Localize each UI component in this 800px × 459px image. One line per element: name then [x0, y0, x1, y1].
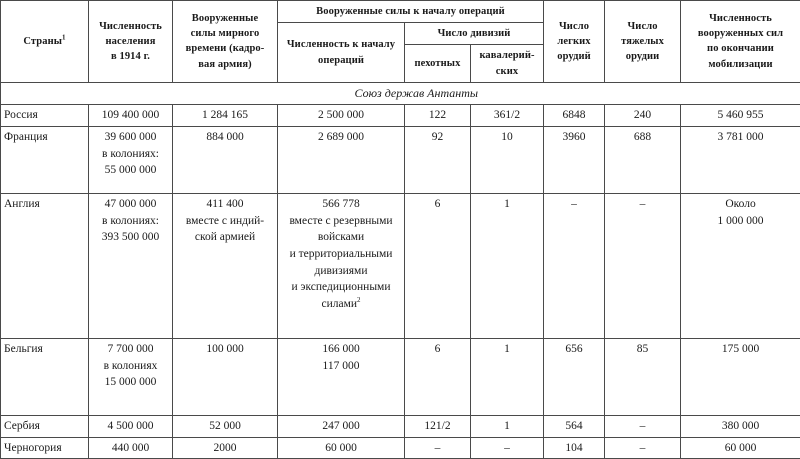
cell-cavalry-divisions: 1 [471, 338, 544, 415]
cell-population-colonies: 15 000 000 [92, 374, 169, 391]
cell-population-value: 39 600 000 [105, 131, 157, 143]
column-header-country [1, 1, 89, 83]
heavy-guns-header-line1: Число [627, 21, 657, 32]
row-country-montenegro: Черногория [1, 437, 89, 459]
cell-heavy-guns: 85 [605, 338, 681, 415]
heavy-guns-header-line3: орудии [626, 51, 660, 62]
cell-strength-at-start [278, 338, 405, 415]
header-row-1 [1, 1, 800, 23]
cavalry-header-line2: ских [496, 66, 518, 77]
row-country-england: Англия [1, 193, 89, 338]
cell-strength-note-line4: дивизиями [281, 263, 401, 280]
cell-infantry-divisions: – [405, 437, 471, 459]
light-guns-header-line2: легких [557, 36, 590, 47]
cell-peacetime-note-line2: ской армией [176, 229, 274, 246]
cell-strength-at-start: 2 689 000 [278, 126, 405, 193]
cell-population-note: в колониях: [92, 213, 169, 230]
cell-population-colonies: 393 500 000 [92, 229, 169, 246]
cell-light-guns: 104 [544, 437, 605, 459]
cell-strength-at-start: 247 000 [278, 415, 405, 437]
cell-infantry-divisions: 121/2 [405, 415, 471, 437]
mobilized-header-line1: Численность [709, 13, 772, 24]
column-header-heavy-guns [605, 1, 681, 83]
cell-strength-note-line1: вместе с резервными [281, 213, 401, 230]
cell-peacetime-forces: 2000 [173, 437, 278, 459]
cell-mobilized-value: Около [725, 198, 755, 210]
cell-population-value: 47 000 000 [105, 198, 157, 210]
cell-mobilized-strength: 3 781 000 [681, 126, 800, 193]
cell-population-note: в колониях [92, 358, 169, 375]
cell-strength-footnote: 2 [357, 296, 361, 304]
cell-population: 4 500 000 [89, 415, 173, 437]
cell-cavalry-divisions: 361/2 [471, 105, 544, 127]
cell-cavalry-divisions: 10 [471, 126, 544, 193]
column-header-strength-at-start [278, 23, 405, 83]
mobilized-header-line2: вооруженных сил [698, 28, 783, 39]
cell-mobilized-strength: 60 000 [681, 437, 800, 459]
row-country-serbia: Сербия [1, 415, 89, 437]
cell-peacetime-note-line1: вместе с индий- [176, 213, 274, 230]
table-row [1, 193, 800, 338]
cell-strength-note-line3: и территориальными [281, 246, 401, 263]
peacetime-header-line1: Вооруженные [192, 13, 259, 24]
cell-strength-at-start: 60 000 [278, 437, 405, 459]
cell-strength-note-line5: и экспедиционными [281, 279, 401, 296]
light-guns-header-line1: Число [559, 21, 589, 32]
cell-mobilized-strength: 175 000 [681, 338, 800, 415]
cell-mobilized-strength [681, 193, 800, 338]
cavalry-header-line1: кавалерий- [479, 50, 534, 61]
cell-infantry-divisions: 92 [405, 126, 471, 193]
cell-cavalry-divisions: 1 [471, 193, 544, 338]
table-header [1, 1, 800, 83]
column-header-peacetime-forces [173, 1, 278, 83]
cell-peacetime-forces: 52 000 [173, 415, 278, 437]
section-header-label: Союз держав Антанты [1, 82, 800, 104]
cell-strength-value: 166 000 [322, 343, 359, 355]
cell-population [89, 193, 173, 338]
column-group-header-divisions: Число дивизий [405, 23, 544, 45]
cell-population-colonies: 55 000 000 [92, 162, 169, 179]
cell-peacetime-forces: 884 000 [173, 126, 278, 193]
cell-heavy-guns: – [605, 415, 681, 437]
column-header-population [89, 1, 173, 83]
table-body [1, 82, 800, 458]
cell-heavy-guns: – [605, 193, 681, 338]
cell-population [89, 126, 173, 193]
column-header-light-guns [544, 1, 605, 83]
light-guns-header-line3: орудий [557, 51, 591, 62]
cell-peacetime-value: 411 400 [207, 198, 244, 210]
cell-strength-at-start: 2 500 000 [278, 105, 405, 127]
cell-mobilized-strength: 5 460 955 [681, 105, 800, 127]
country-header-label: Страны [23, 36, 62, 47]
row-country-france: Франция [1, 126, 89, 193]
cell-light-guns: 656 [544, 338, 605, 415]
cell-peacetime-forces: 100 000 [173, 338, 278, 415]
cell-strength-value: 566 778 [322, 198, 359, 210]
cell-heavy-guns: 240 [605, 105, 681, 127]
cell-infantry-divisions: 122 [405, 105, 471, 127]
cell-light-guns: 564 [544, 415, 605, 437]
cell-cavalry-divisions: 1 [471, 415, 544, 437]
cell-light-guns: – [544, 193, 605, 338]
cell-strength-note-line2: войсками [281, 229, 401, 246]
column-header-mobilized-strength [681, 1, 800, 83]
cell-light-guns: 3960 [544, 126, 605, 193]
cell-mobilized-approx-value: 1 000 000 [684, 213, 797, 230]
cell-infantry-divisions: 6 [405, 338, 471, 415]
cell-strength-note-line6-text: силами [321, 298, 357, 310]
column-header-infantry-divisions: пехотных [405, 45, 471, 82]
population-header-line3: в 1914 г. [111, 51, 150, 62]
cell-peacetime-forces: 1 284 165 [173, 105, 278, 127]
country-header-footnote: 1 [62, 33, 66, 41]
peacetime-header-line2: силы мирного [191, 28, 260, 39]
table-row [1, 126, 800, 193]
table-row [1, 437, 800, 459]
table-row [1, 105, 800, 127]
section-header-row-entente [1, 82, 800, 104]
population-header-line1: Численность [99, 21, 162, 32]
cell-population [89, 338, 173, 415]
heavy-guns-header-line2: тяжелых [621, 36, 664, 47]
row-country-belgium: Бельгия [1, 338, 89, 415]
row-country-russia: Россия [1, 105, 89, 127]
cell-strength-at-start [278, 193, 405, 338]
mobilized-header-line3: по окончании [707, 43, 774, 54]
strength-header-line1: Численность к началу [287, 39, 395, 50]
cell-heavy-guns: – [605, 437, 681, 459]
cell-population-value: 7 700 000 [108, 343, 154, 355]
mobilized-header-line4: мобилизации [708, 59, 772, 70]
population-header-line2: населения [106, 36, 156, 47]
cell-infantry-divisions: 6 [405, 193, 471, 338]
cell-population-note: в колониях: [92, 146, 169, 163]
table-row [1, 338, 800, 415]
cell-strength-note-line6 [281, 296, 401, 313]
peacetime-header-line3: времени (кадро- [186, 43, 265, 54]
cell-mobilized-strength: 380 000 [681, 415, 800, 437]
strength-header-line2: операций [318, 55, 364, 66]
cell-light-guns: 6848 [544, 105, 605, 127]
cell-population: 440 000 [89, 437, 173, 459]
cell-strength-second-value: 117 000 [281, 358, 401, 375]
cell-population: 109 400 000 [89, 105, 173, 127]
cell-peacetime-forces [173, 193, 278, 338]
column-header-cavalry-divisions [471, 45, 544, 82]
column-group-header-armed-forces-at-start: Вооруженные силы к началу операций [278, 1, 544, 23]
cell-heavy-guns: 688 [605, 126, 681, 193]
peacetime-header-line4: вая армия) [198, 59, 252, 70]
cell-cavalry-divisions: – [471, 437, 544, 459]
